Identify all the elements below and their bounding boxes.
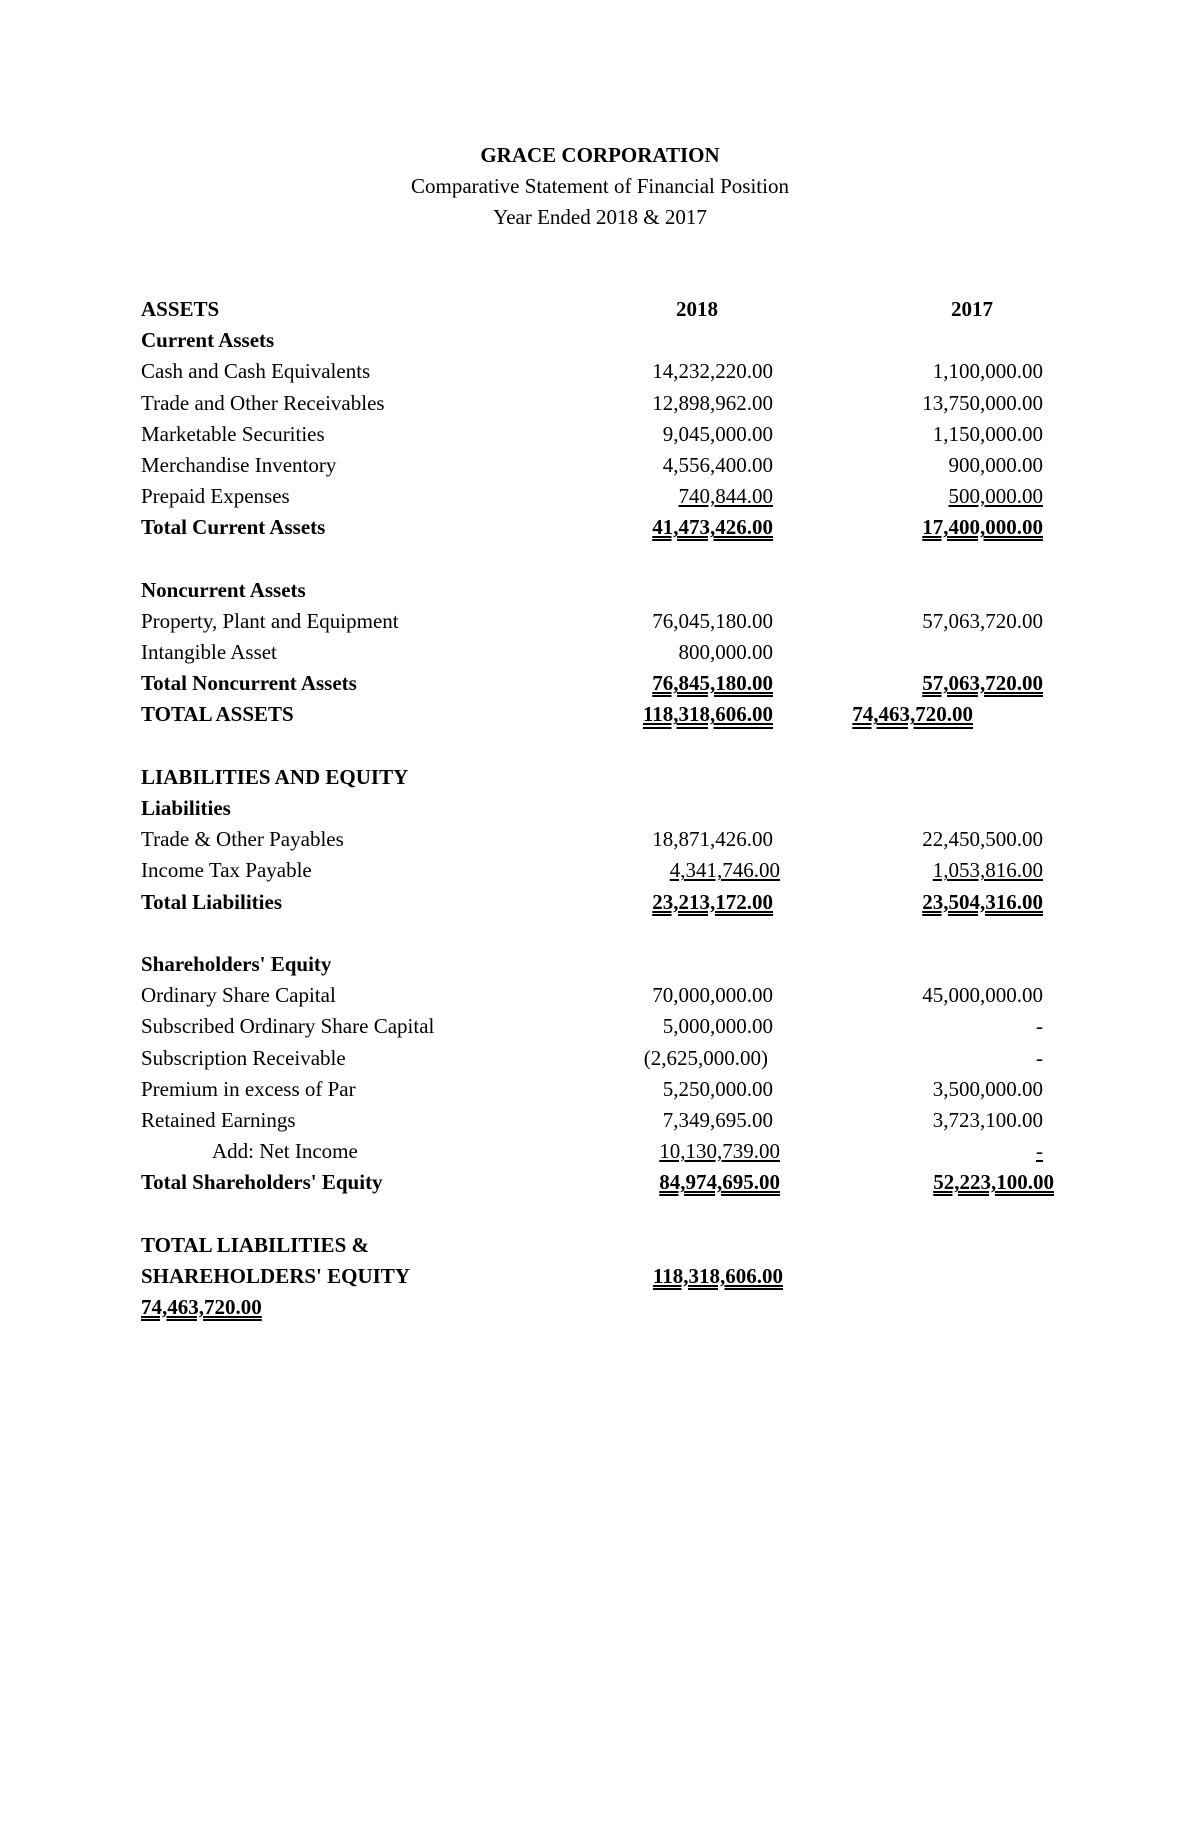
statement-title: Comparative Statement of Financial Position	[411, 174, 789, 198]
total-liabilities-row: Total Liabilities 23,213,172.00 23,504,316.00	[141, 889, 1043, 914]
total-equity-row: Total Shareholders' Equity 84,974,695.00 52,223,100.00	[141, 1170, 1054, 1195]
section-heading-current-assets: Current Assets	[141, 328, 275, 353]
grand-total-label-line1: TOTAL LIABILITIES &	[141, 1232, 369, 1257]
table-row: Subscription Receivable (2,625,000.00) -	[141, 1045, 1043, 1070]
table-row: Cash and Cash Equivalents 14,232,220.00 1,100,000.00	[141, 359, 1043, 384]
table-row: Trade & Other Payables 18,871,426.00 22,450,500.00	[141, 827, 1043, 852]
spacer	[0, 544, 1200, 575]
total-current-assets-row: Total Current Assets 41,473,426.00 17,400,000.00	[141, 515, 1043, 540]
table-row: Property, Plant and Equipment 76,045,180.00 57,063,720.00	[141, 608, 1043, 633]
column-header-row	[0, 294, 1200, 325]
year-2018-header: 2018	[676, 297, 718, 321]
table-row: Marketable Securities 9,045,000.00 1,150,000.00	[141, 421, 1043, 446]
table-row: Trade and Other Receivables 12,898,962.00 13,750,000.00	[141, 390, 1043, 415]
liabilities-equity-heading: LIABILITIES AND EQUITY	[141, 764, 409, 789]
total-noncurrent-assets-row: Total Noncurrent Assets 76,845,180.00 57,063,720.00	[141, 671, 1043, 696]
table-row: Prepaid Expenses 740,844.00 500,000.00	[141, 484, 1043, 509]
grand-total-2017-row: 74,463,720.00	[141, 1295, 262, 1319]
table-row: Subscribed Ordinary Share Capital 5,000,000.00 -	[141, 1014, 1043, 1039]
section-heading-noncurrent-assets: Noncurrent Assets	[141, 577, 306, 602]
spacer	[0, 1198, 1200, 1229]
table-row: Ordinary Share Capital 70,000,000.00 45,000,000.00	[141, 983, 1043, 1008]
spacer	[0, 731, 1200, 762]
table-row: Income Tax Payable 4,341,746.00 1,053,816.00	[141, 858, 1043, 883]
spacer	[0, 918, 1200, 949]
year-2017-header: 2017	[951, 297, 993, 321]
table-row: Premium in excess of Par 5,250,000.00 3,500,000.00	[141, 1076, 1043, 1101]
assets-heading: ASSETS	[141, 297, 220, 321]
total-assets-row: TOTAL ASSETS 118,318,606.00 74,463,720.00	[141, 702, 973, 727]
table-row: Add: Net Income 10,130,739.00 -	[212, 1139, 1043, 1164]
company-name: GRACE CORPORATION	[480, 143, 720, 167]
section-heading-equity: Shareholders' Equity	[141, 951, 332, 976]
grand-total-row: SHAREHOLDERS' EQUITY 118,318,606.00	[141, 1263, 783, 1288]
table-row: Retained Earnings 7,349,695.00 3,723,100.00	[141, 1107, 1043, 1132]
statement-period: Year Ended 2018 & 2017	[493, 205, 707, 229]
statement-table	[0, 294, 1200, 1323]
table-row: Merchandise Inventory 4,556,400.00 900,000.00	[141, 452, 1043, 477]
section-heading-liabilities: Liabilities	[141, 796, 231, 820]
table-row: Intangible Asset 800,000.00	[141, 640, 773, 665]
